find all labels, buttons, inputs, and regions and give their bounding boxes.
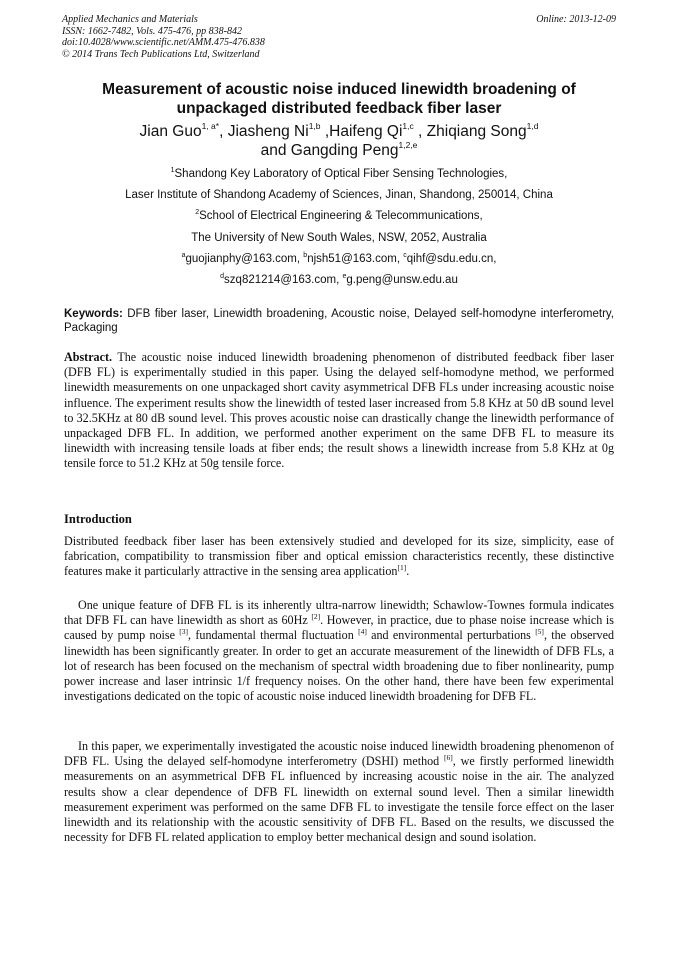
author: and Gangding Peng$^{1,2,e}$	[260, 140, 418, 159]
email-line-1: $^a$guojianphy@163.com, $^b$njsh51@163.com, $^c$qihf@sdu.edu.cn,	[181, 251, 497, 265]
text-run: , fundamental thermal fluctuation	[188, 628, 359, 643]
section-heading-introduction: Introduction	[64, 512, 132, 526]
paper-title: Measurement of acoustic noise induced linewidth broadening of unpackaged distributed feedback fiber laser	[102, 81, 576, 117]
email-link[interactable]: qihf@sdu.edu.cn,	[406, 252, 497, 265]
author: Jiasheng Ni$^{1,b}$ ,	[227, 121, 330, 140]
abstract	[64, 350, 614, 472]
doi-line: doi:10.4028/www.scientific.net/AMM.475-476.838	[62, 37, 265, 48]
citation-ref[interactable]: [5]	[535, 627, 544, 637]
online-date: Online: 2013-12-09	[536, 14, 616, 25]
author-list	[60, 122, 618, 160]
email-link[interactable]: g.peng@unsw.edu.au	[346, 274, 458, 287]
journal-header	[62, 14, 265, 60]
text-run: .	[406, 564, 410, 579]
intro-paragraph-1	[64, 534, 614, 580]
citation-ref[interactable]: [4]	[358, 627, 367, 637]
citation-ref[interactable]: [3]	[179, 627, 189, 637]
email-link[interactable]: guojianphy@163.com,	[185, 252, 304, 265]
intro-paragraph-3	[64, 739, 614, 845]
intro-paragraph-2	[64, 598, 614, 704]
text-run: , the observed linewidth has been significantly greater. In order to get an accurate measurement of the linewidth of DFB FLs, a lot of research has been focused on the mechanism of spectral width broadening due to fiber nonlinearity, pump power increase and laser intrinsic 1/f frequency noises. On the other hand, there have been few experimental investigations dedicated on the topic of acoustic noise induced linewidth broadening for DFB FL.	[64, 628, 615, 704]
email-link[interactable]: szq821214@163.com,	[224, 274, 343, 287]
affiliation-1-line-2: Laser Institute of Shandong Academy of Sciences, Jinan, Shandong, 250014, China	[125, 189, 553, 202]
citation-ref[interactable]: [2]	[311, 612, 321, 622]
citation-ref[interactable]: [1]	[397, 563, 407, 573]
affiliations	[60, 164, 618, 291]
text-run: Distributed feedback fiber laser has been extensively studied and developed for its size, simplicity, ease of fabrication, compatibility to transmission fiber and optical emission characteristics recently, these distinctive features make it particularly attractive in the sensing area application	[64, 534, 614, 579]
author: Haifeng Qi$^{1,c}$ ,	[329, 121, 427, 140]
text-run: , we firstly performed linewidth measurements on an asymmetrical DFB FL influenced by increasing acoustic noise in the air. The analyzed results show a clear dependence of DFB FL linewidth on external sound level. Then a similar linewidth measurement experiment was performed on the same DFB FL to investigate the tensile force effect on the laser linewidth and its relationship with the acoustic sensitivity of DFB FL. Based on the results, we discussed the necessity for DFB FL related application to employ better mechanical design and sound isolation.	[64, 754, 614, 845]
keywords-text: DFB fiber laser, Linewidth broadening, Acoustic noise, Delayed self-homodyne interferometry, Packaging	[64, 308, 614, 334]
text-run: In this paper, we experimentally investigated the acoustic noise induced linewidth broadening phenomenon of DFB FL. Using the delayed self-homodyne interferometry (DSHI) method	[64, 739, 614, 769]
email-line-2: $^d$szq821214@163.com, $^e$g.peng@unsw.edu.au	[220, 273, 458, 287]
text-run: One unique feature of DFB FL is its inherently ultra-narrow linewidth; Schawlow-Townes formula indicates that DFB FL can have linewidth as short as 60Hz	[64, 598, 614, 628]
affiliation-2-line-1: $^2$School of Electrical Engineering & Telecommunications,	[195, 209, 483, 223]
copyright-line: © 2014 Trans Tech Publications Ltd, Switzerland	[62, 48, 260, 60]
citation-ref[interactable]: [6]	[444, 753, 453, 763]
abstract-label: Abstract.	[64, 350, 113, 364]
keywords-label: Keywords:	[64, 308, 123, 320]
issn-line: ISSN: 1662-7482, Vols. 475-476, pp 838-842	[62, 25, 242, 37]
author: Jian Guo$^{1, a*}$,	[139, 121, 228, 140]
affiliation-1-line-1: $^1$Shandong Key Laboratory of Optical Fiber Sensing Technologies,	[170, 167, 508, 180]
author: Zhiqiang Song$^{1,d}$	[426, 121, 539, 140]
text-run: and environmental perturbations	[366, 628, 536, 643]
affiliation-2-line-2: The University of New South Wales, NSW, 2052, Australia	[191, 231, 487, 244]
abstract-text: The acoustic noise induced linewidth broadening phenomenon of distributed feedback fiber laser (DFB FL) is experimentally studied in this paper. Using the delayed self-homodyne method, we performed linewidth measurements on one unpackaged short cavity asymmetrical DFB FLs under increasing acoustic noise influence. The experiment results show the linewidth of tested laser increased from 5.8 KHz at 50 dB sound level to 32.5KHz at 80 dB sound level. This proves acoustic noise can drastically change the linewidth performance of unpackaged DFB FL. In addition, we performed another experiment on the same DFB FL to measure its linewidth with increasing tensile loads at fiber ends; the result shows a linewidth increase from 5.8 KHz at 0g tensile force to 51.2 KHz at 50g tensile force.	[64, 350, 614, 471]
keywords	[64, 307, 614, 335]
email-link[interactable]: njsh51@163.com,	[307, 252, 404, 265]
text-run: . However, in practice, due to phase noise increase which is caused by pump noise	[64, 613, 614, 643]
journal-name: Applied Mechanics and Materials	[62, 14, 198, 25]
